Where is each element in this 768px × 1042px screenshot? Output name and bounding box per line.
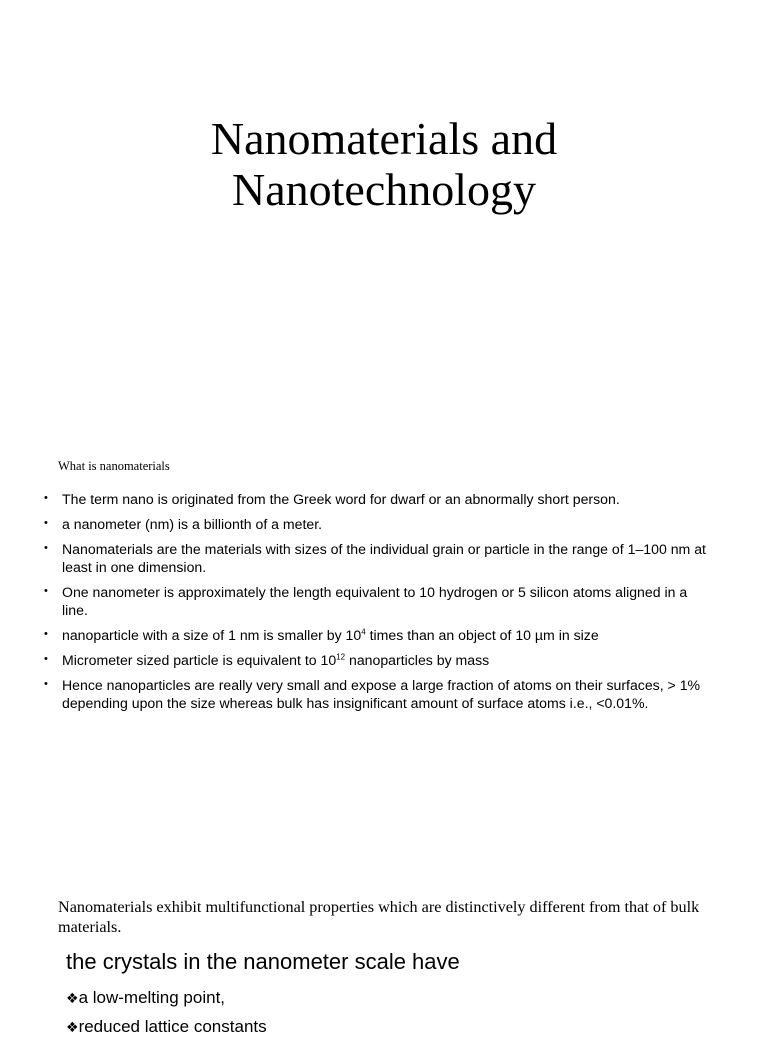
exponent: 4 [361, 627, 366, 637]
bullet-icon: • [44, 585, 48, 597]
list-item [36, 490, 716, 508]
list-item [36, 626, 716, 644]
title-line-2: Nanotechnology [231, 164, 537, 215]
exponent: 12 [336, 652, 346, 662]
bullet-text-start: Micrometer sized particle is equivalent to 10 [62, 652, 337, 668]
properties-slide [0, 860, 768, 1036]
list-item [36, 583, 716, 619]
list-item [36, 676, 716, 712]
intro-paragraph: Nanomaterials exhibit multifunctional properties which are distinctively different from that of bulk materials. [58, 898, 700, 936]
bullet-icon: • [44, 542, 48, 554]
bullet-text-end: nanoparticles by mass [345, 652, 490, 668]
bullet-text: a nanometer (nm) is a billionth of a meter. [62, 516, 323, 532]
diamond-bullet-icon: ❖ [66, 1020, 79, 1036]
properties-list [66, 984, 267, 1042]
bullet-text: Hence nanoparticles are really very small and expose a large fraction of atoms on their surfaces, > 1% depending upon the size whereas bulk has insignificant amount of surface atoms i.e., <0.01%. [62, 677, 701, 711]
bullet-text: Nanomaterials are the materials with sizes of the individual grain or particle in the range of 1–100 nm at least in one dimension. [62, 541, 706, 575]
bullet-text: One nanometer is approximately the length equivalent to 10 hydrogen or 5 silicon atoms aligned in a line. [62, 584, 688, 618]
bullet-text-end: times than an object of 10 µm in size [365, 627, 599, 643]
diamond-bullet-icon: ❖ [66, 991, 79, 1007]
presentation-title [0, 113, 768, 215]
bullet-icon: • [44, 492, 48, 504]
bullet-icon: • [44, 653, 48, 665]
title-slide [0, 0, 768, 430]
definition-slide [0, 430, 768, 860]
definition-bullet-list [36, 490, 716, 719]
bullet-icon: • [44, 628, 48, 640]
bullet-text: The term nano is originated from the Greek word for dwarf or an abnormally short person. [62, 491, 620, 507]
bullet-text-start: nanoparticle with a size of 1 nm is smaller by 10 [62, 627, 362, 643]
bullet-icon: • [44, 678, 48, 690]
list-item [66, 984, 267, 1013]
crystals-heading: the crystals in the nanometer scale have [66, 949, 460, 974]
list-item [66, 1013, 267, 1042]
list-item [36, 540, 716, 576]
property-text: a low-melting point, [78, 988, 226, 1007]
section-heading: What is nanomaterials [58, 459, 170, 473]
property-text: reduced lattice constants [78, 1017, 267, 1036]
list-item [36, 515, 716, 533]
title-line-1: Nanomaterials and [210, 113, 558, 164]
list-item [36, 651, 716, 669]
bullet-icon: • [44, 517, 48, 529]
